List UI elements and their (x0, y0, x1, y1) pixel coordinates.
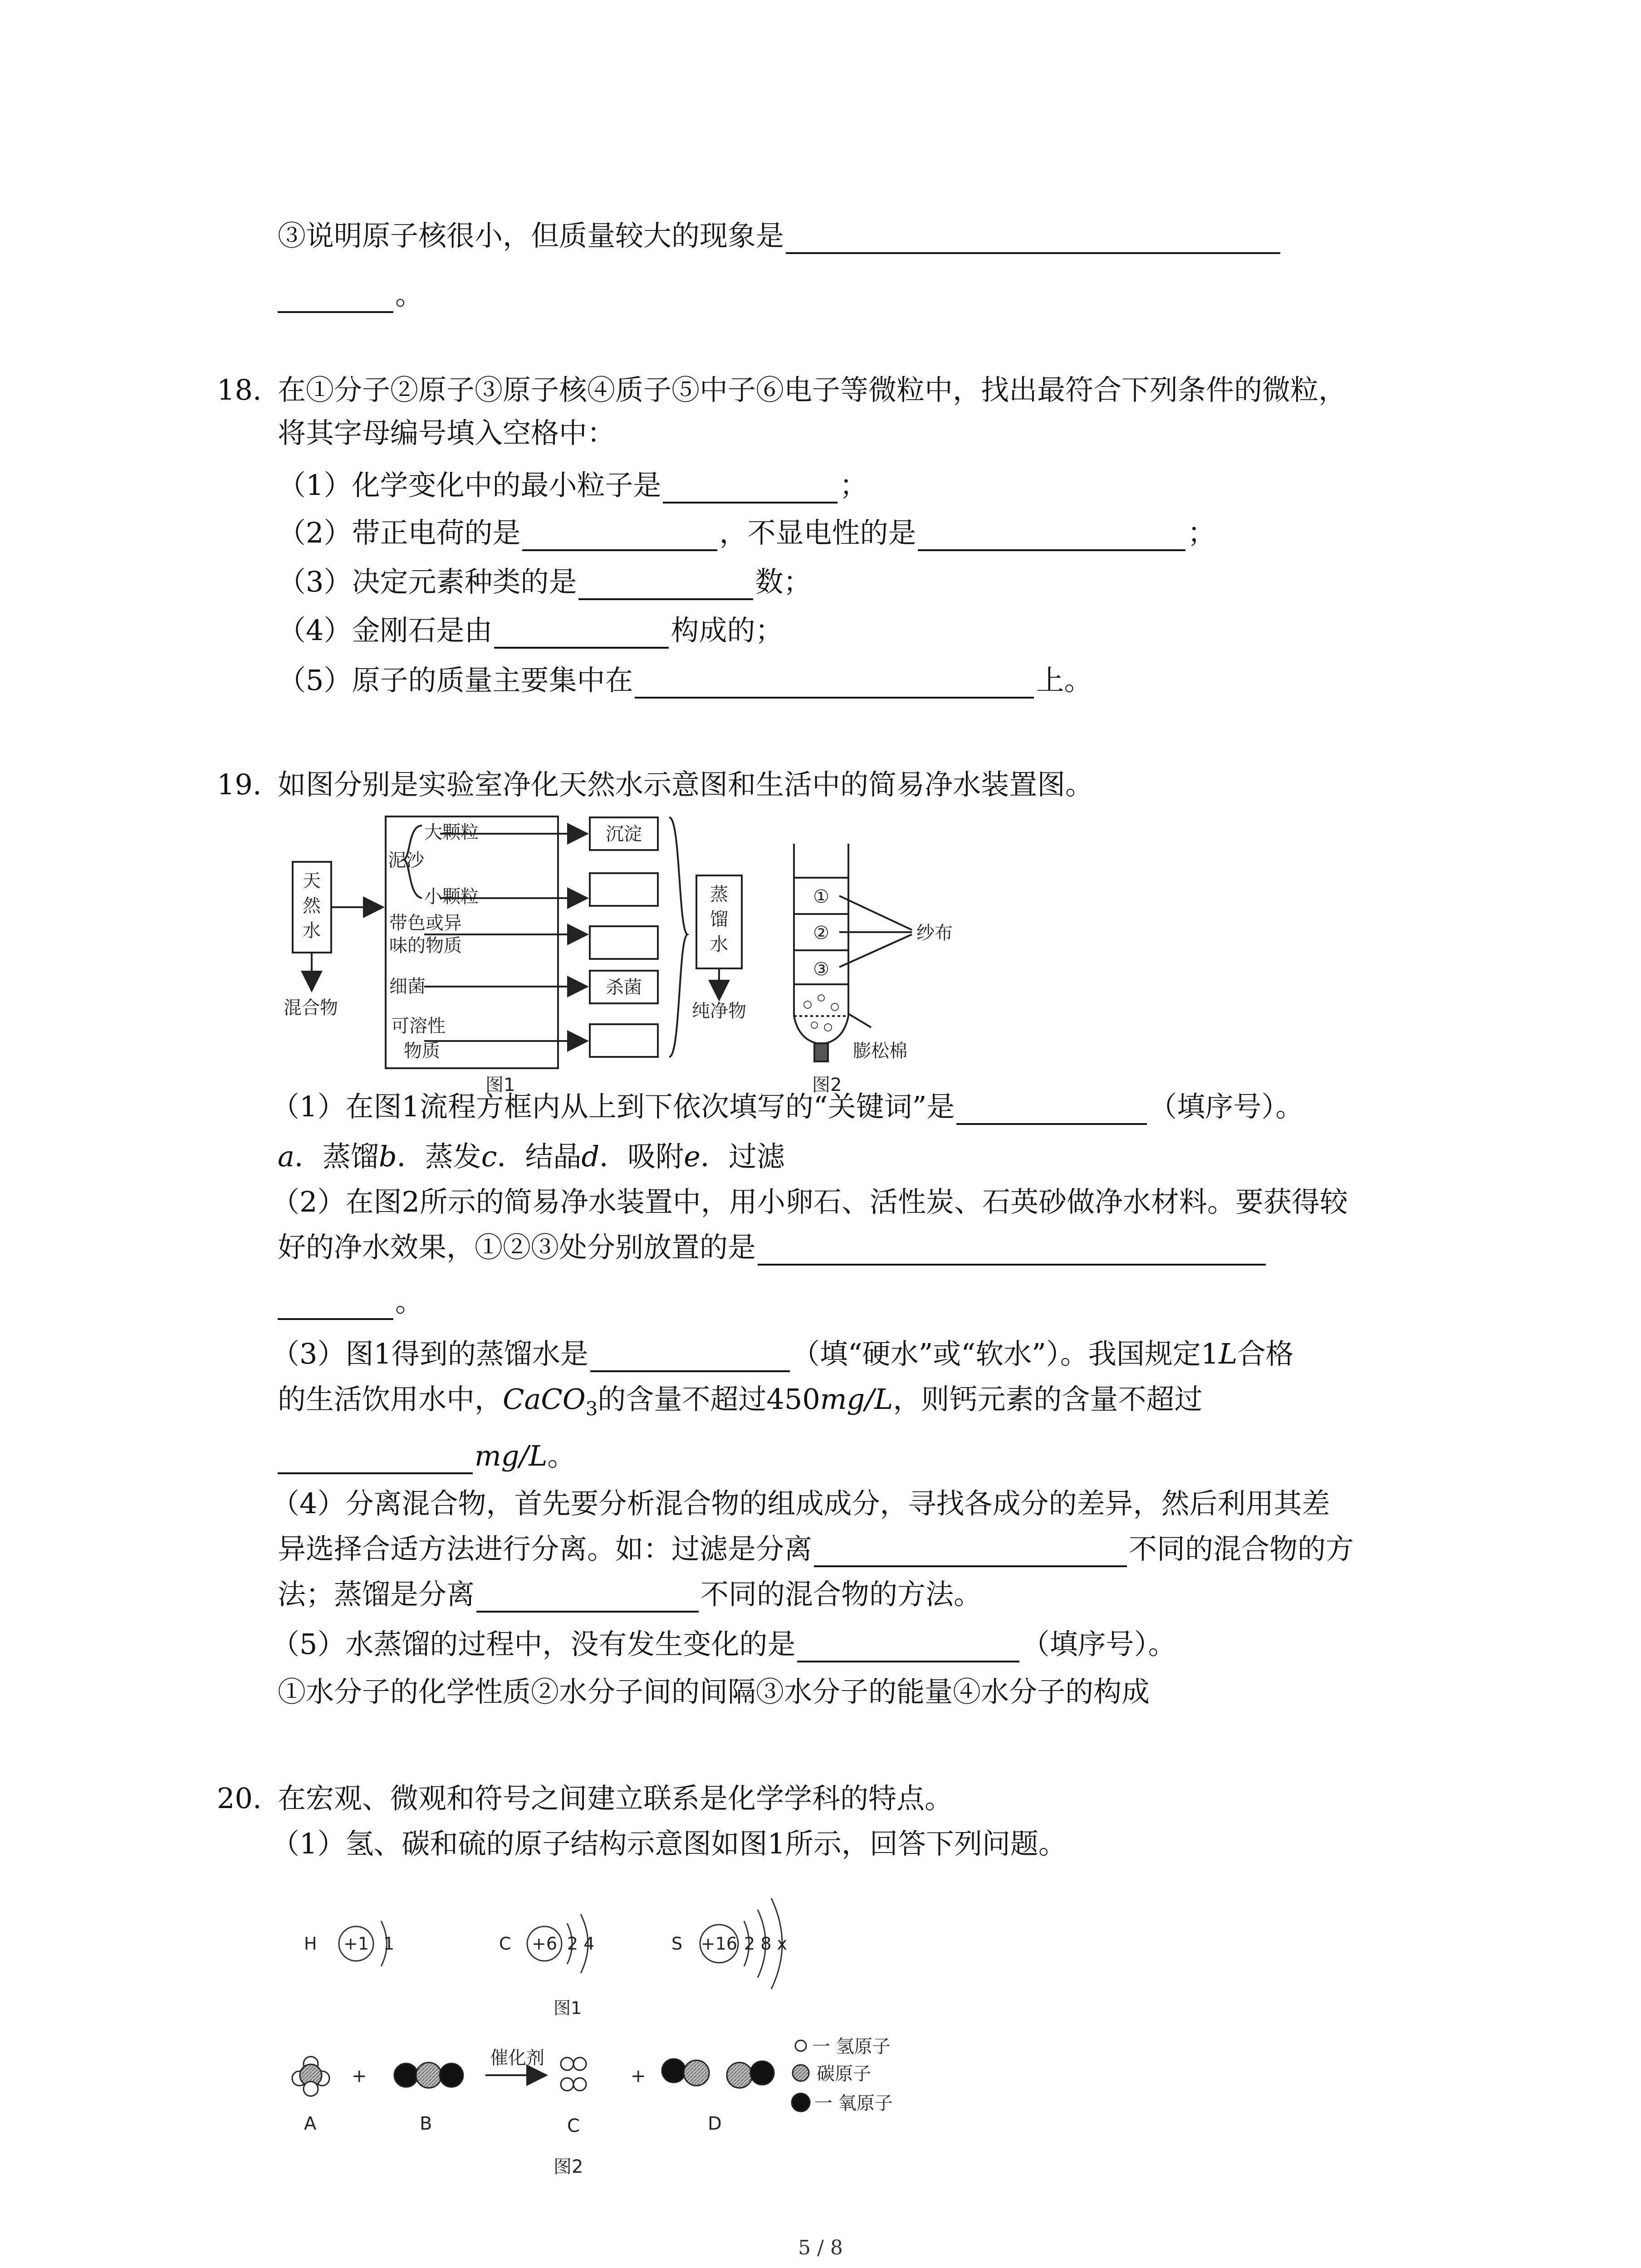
answer-blank[interactable] (786, 225, 1280, 254)
carbon-symbol: C (499, 1934, 511, 1954)
q18-part5: （5）原子的质量主要集中在 上。 (278, 662, 1092, 699)
fig1-text: 带色或异 (389, 913, 462, 934)
filter-layer-1-label: ① (813, 886, 829, 907)
fig1-text: 大颗粒 (424, 822, 479, 843)
molecular-reaction-diagram (272, 2028, 998, 2209)
carbon-electrons: 2 4 (567, 1934, 595, 1954)
molecule-a (292, 2057, 329, 2096)
q20-stem: 20. 在宏观、微观和符号之间建立联系是化学学科的特点。 (217, 1782, 953, 1815)
fig1-text: 混合物 (284, 997, 338, 1018)
q18-stem2: 将其字母编号填入空格中： (278, 416, 616, 450)
legend-hydrogen: 一 氢原子 (812, 2036, 891, 2057)
fig1-text: 小颗粒 (424, 886, 479, 907)
q18-part4: （4）金刚石是由 构成的； (278, 612, 783, 649)
answer-blank[interactable] (578, 571, 753, 600)
label-c: C (567, 2116, 580, 2136)
q18-stem: 18. 在①分子②原子③原子核④质子⑤中子⑥电子等微粒中，找出最符合下列条件的微粒， (217, 373, 1347, 406)
q19-part2c: 。 (278, 1284, 423, 1320)
q19-part5-options: ①水分子的化学性质②水分子间的间隔③水分子的能量④水分子的构成 (278, 1675, 1150, 1708)
answer-blank[interactable] (278, 1291, 393, 1320)
q19-part2b: 好的净水效果，①②③处分别放置的是 (278, 1229, 1268, 1266)
hydrogen-nucleus: +1 (343, 1934, 369, 1954)
answer-blank[interactable] (590, 1343, 790, 1372)
fig1-text: 水 (710, 934, 728, 955)
blank-box-3[interactable] (590, 1024, 658, 1057)
hydrogen-symbol: H (304, 1934, 317, 1954)
answer-blank[interactable] (663, 474, 838, 503)
fig1-text: 蒸 (710, 884, 728, 905)
fig1-text: 纯净物 (692, 1001, 746, 1022)
page-number: 5 / 8 (798, 2236, 843, 2259)
sulfur-electrons: 2 8 x (744, 1934, 787, 1954)
molecule-d (662, 2059, 774, 2088)
answer-blank[interactable] (494, 620, 669, 649)
answer-blank[interactable] (476, 1584, 699, 1613)
water-purification-flowchart (272, 807, 771, 1098)
fig1-text: 细菌 (389, 976, 426, 997)
answer-blank[interactable] (918, 522, 1185, 551)
q20-part1: （1）氢、碳和硫的原子结构示意图如图1所示，回答下列问题。 (271, 1827, 1067, 1860)
blank-box-2[interactable] (590, 926, 658, 959)
answer-blank[interactable] (797, 1633, 1019, 1662)
q19-part1: （1）在图1流程方框内从上到下依次填写的“关键词”是 （填序号）。 (271, 1089, 1303, 1125)
filter-layer-3-label: ③ (813, 959, 829, 980)
catalyst-label: 催化剂 (490, 2048, 544, 2068)
fig2-caption: 图2 (554, 2156, 583, 2177)
legend-carbon: 碳原子 (817, 2063, 871, 2084)
q19-part3a: （3）图1得到的蒸馏水是 （填“硬水”或“软水”）。我国规定1L合格 (271, 1336, 1293, 1372)
carbon-nucleus: +6 (531, 1934, 558, 1954)
molecule-c (561, 2058, 586, 2091)
label-b: B (420, 2113, 432, 2134)
q17-line4: 。 (278, 277, 423, 313)
plus-sign: + (631, 2066, 646, 2087)
q19-stem: 19. 如图分别是实验室净化天然水示意图和生活中的简易净水装置图。 (217, 768, 1094, 801)
simple-water-filter (780, 844, 998, 1098)
q19-part3c: mg/L。 (278, 1438, 576, 1474)
fig1-text: 馏 (710, 909, 728, 930)
sulfur-symbol: S (671, 1934, 683, 1954)
fig1-text: 然 (303, 895, 321, 916)
fig1-text: 天 (303, 870, 321, 891)
q19-options: a．蒸馏b．蒸发c．结晶d．吸附e．过滤 (278, 1140, 785, 1173)
label-d: D (708, 2113, 722, 2134)
fig1-caption: 图1 (485, 1075, 515, 1095)
q18-part3: （3）决定元素种类的是 数； (278, 564, 811, 600)
q19-part4a: （4）分离混合物，首先要分析混合物的组成成分，寻找各成分的差异，然后利用其差 (271, 1487, 1330, 1520)
answer-blank[interactable] (278, 1445, 473, 1474)
plus-sign: + (352, 2066, 367, 2087)
q19-part4c: 法；蒸馏是分离 不同的混合物的方法。 (278, 1576, 982, 1613)
q19-part5: （5）水蒸馏的过程中，没有发生变化的是 （填序号）。 (271, 1626, 1176, 1662)
cotton-label: 膨松棉 (853, 1041, 907, 1061)
fig1-text: 物质 (404, 1041, 440, 1061)
blank-box-1[interactable] (590, 873, 658, 906)
answer-blank[interactable] (278, 284, 393, 313)
hydrogen-electrons: 1 (383, 1934, 395, 1954)
fig1-text: 沉淀 (606, 824, 642, 845)
gauze-label: 纱布 (916, 923, 953, 943)
q18-part2: （2）带正电荷的是 ，不显电性的是 ； (278, 515, 1215, 551)
label-a: A (304, 2113, 317, 2134)
answer-blank[interactable] (758, 1237, 1266, 1266)
q19-part2a: （2）在图2所示的简易净水装置中，用小卵石、活性炭、石英砂做净水材料。要获得较 (271, 1185, 1348, 1218)
fig1-text: 水 (303, 920, 321, 941)
q19-part3b: 的生活饮用水中，CaCO$_3$的含量不超过450mg/L，则钙元素的含量不超过 (278, 1383, 1203, 1420)
fig1-text: 杀菌 (606, 977, 642, 998)
answer-blank[interactable] (635, 670, 1034, 699)
sulfur-nucleus: +16 (700, 1934, 738, 1954)
answer-blank[interactable] (956, 1096, 1147, 1125)
q17-line3: ③说明原子核很小，但质量较大的现象是 (278, 218, 1282, 254)
fig1-text: 泥沙 (388, 850, 424, 871)
filter-layer-2-label: ② (813, 923, 829, 943)
fig1-caption: 图1 (554, 1998, 582, 2018)
answer-blank[interactable] (522, 522, 717, 551)
molecule-b (394, 2063, 463, 2088)
fig1-text: 可溶性 (391, 1016, 446, 1036)
fig2-caption: 图2 (812, 1075, 842, 1095)
legend (792, 2040, 810, 2112)
q19-part4b: 异选择合适方法进行分离。如：过滤是分离 不同的混合物的方 (278, 1531, 1354, 1567)
legend-oxygen: 一 氧原子 (814, 2093, 893, 2114)
fig1-text: 味的物质 (389, 935, 462, 956)
answer-blank[interactable] (814, 1538, 1127, 1567)
atomic-structure-diagrams (290, 1873, 880, 2023)
q18-part1: （1）化学变化中的最小粒子是 ； (278, 467, 867, 503)
